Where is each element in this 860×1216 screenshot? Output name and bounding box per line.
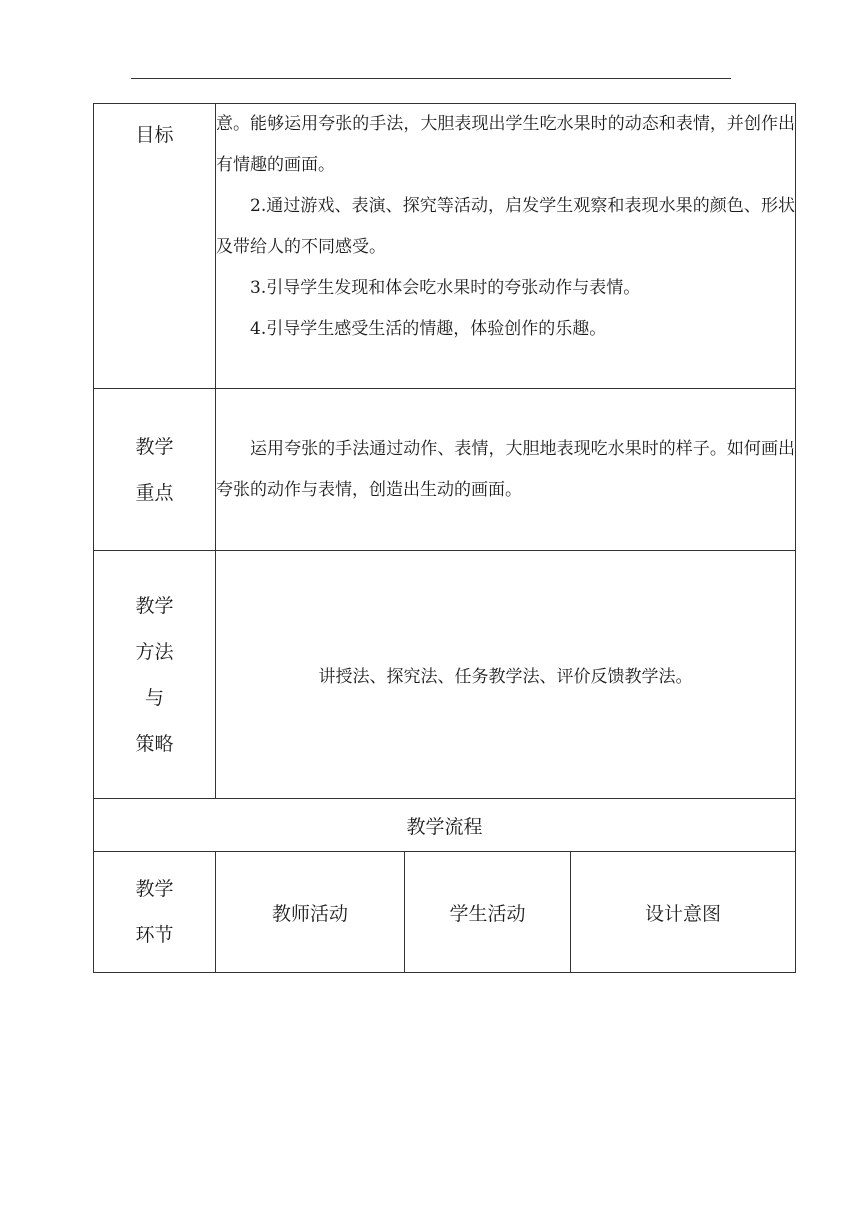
flow-stage-header bbox=[94, 852, 216, 973]
key-points-label-line2: 重点 bbox=[135, 481, 174, 504]
key-points-text: 运用夸张的手法通过动作、表情，大胆地表现吃水果时的样子。如何画出夸张的动作与表情，创造出生动的画面。 bbox=[216, 438, 795, 500]
key-points-row bbox=[94, 389, 796, 551]
methods-label-line2: 方法 bbox=[135, 640, 174, 663]
flow-intent-header: 设计意图 bbox=[571, 852, 796, 973]
flow-title-row bbox=[94, 799, 796, 852]
goals-label-cell bbox=[94, 104, 216, 389]
lesson-plan-table bbox=[93, 103, 796, 973]
methods-row bbox=[94, 551, 796, 799]
methods-label-line3: 与 bbox=[144, 686, 164, 709]
flow-teacher-header: 教师活动 bbox=[216, 852, 405, 973]
goals-line-3: 3.引导学生发现和体会吃水果时的夸张动作与表情。 bbox=[250, 278, 641, 298]
methods-label-line4: 策略 bbox=[135, 732, 174, 755]
flow-header-row bbox=[94, 852, 796, 973]
key-points-label-line1: 教学 bbox=[135, 435, 174, 458]
key-points-content bbox=[216, 389, 796, 551]
goals-line-1: 意。能够运用夸张的手法，大胆表现出学生吃水果时的动态和表情，并创作出有情趣的画面。 bbox=[216, 114, 795, 175]
goals-row bbox=[94, 104, 796, 389]
goals-label: 目标 bbox=[135, 124, 174, 146]
methods-content bbox=[216, 551, 796, 799]
flow-stage-line1: 教学 bbox=[135, 878, 174, 900]
methods-label-cell bbox=[94, 551, 216, 799]
flow-stage-line2: 环节 bbox=[135, 924, 174, 946]
goals-line-2: 2.通过游戏、表演、探究等活动，启发学生观察和表现水果的颜色、形状及带给人的不同感受。 bbox=[216, 196, 795, 257]
goals-line-4: 4.引导学生感受生活的情趣，体验创作的乐趣。 bbox=[250, 319, 607, 339]
header-rule bbox=[131, 78, 731, 79]
methods-text: 讲授法、探究法、任务教学法、评价反馈教学法。 bbox=[318, 667, 693, 687]
flow-student-header: 学生活动 bbox=[405, 852, 571, 973]
methods-label-line1: 教学 bbox=[135, 594, 174, 617]
flow-title: 教学流程 bbox=[94, 799, 796, 852]
goals-content bbox=[216, 104, 796, 389]
key-points-label-cell bbox=[94, 389, 216, 551]
